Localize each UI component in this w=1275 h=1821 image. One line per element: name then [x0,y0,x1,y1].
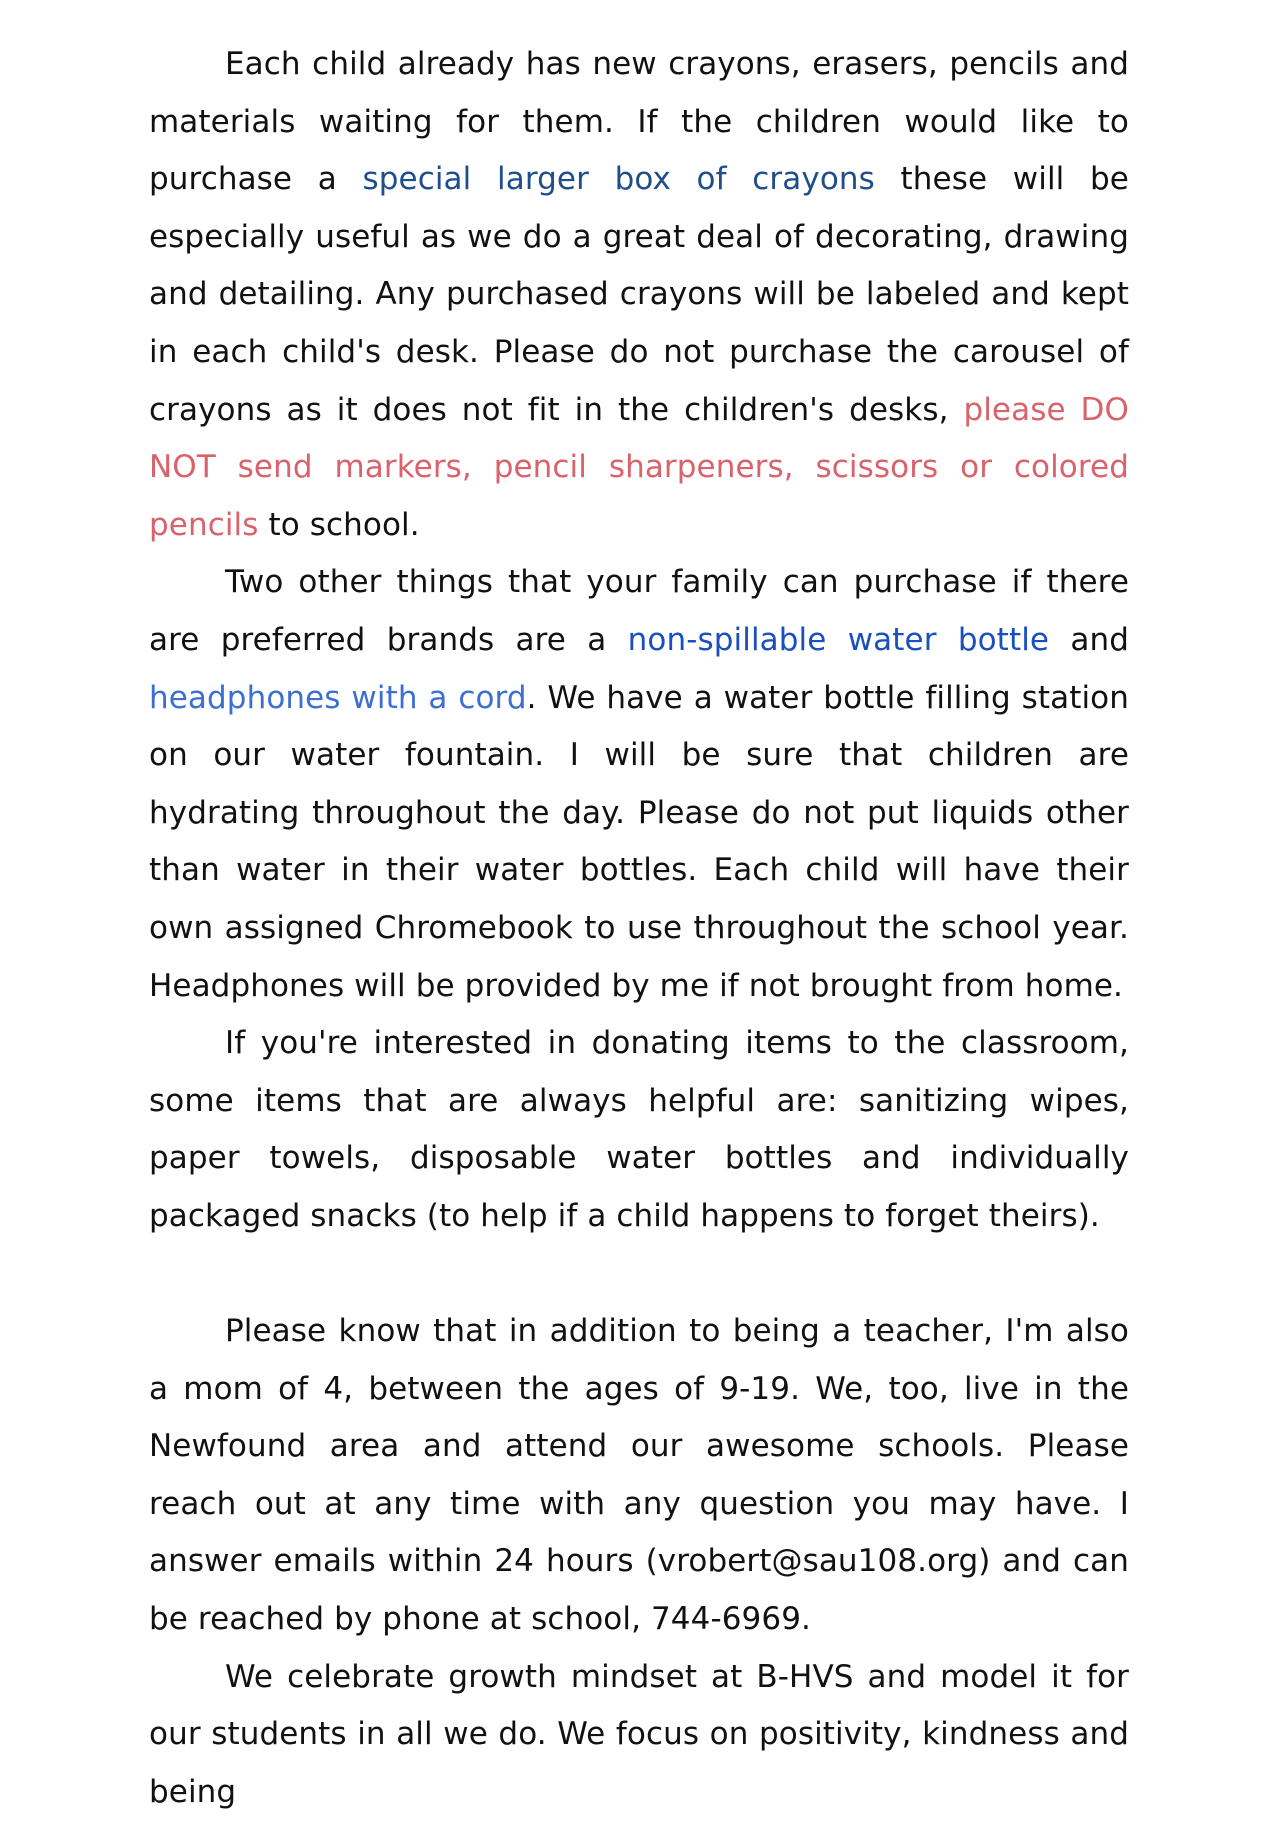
highlight-do-not-send: please DO NOT send markers, pencil sharpeners, scissors or colored pencils [149,391,1129,543]
paragraph-crayons [149,36,1129,554]
paragraph-water-bottle [149,554,1129,1015]
crayons-text-2: these will be especially useful as we do a great deal of decorating, drawing and detailing. Any purchased crayons will be labeled and kept in each child's desk. Please do not purchase the carousel of crayons as it does not fit in the children's desks, [149,161,1129,428]
paragraph-growth-mindset: We celebrate growth mindset at B-HVS and model it for our students in all we do. We focus on positivity, kindness and being [149,1658,1129,1810]
crayons-text-3: to school. [258,506,420,543]
letter-body [149,36,1129,1821]
highlight-special-crayons: special larger box of crayons [362,161,875,198]
water-text-1: Two other things that your family can purchase if there are preferred brands are a [149,564,1129,658]
water-text-2: and [1049,621,1130,658]
paragraph-about-me: Please know that in addition to being a teacher, I'm also a mom of 4, between the ages of 9-19. We, too, live in the Newfound area and attend our awesome schools. Please reach out at any time with any question you may have. I answer emails within 24 hours (vrobert@sau108.org) and can be reached by phone at school, 744-6969. [149,1313,1129,1638]
paragraph-donations: If you're interested in donating items to the classroom, some items that are always helpful are: sanitizing wipes, paper towels, disposable water bottles and individually packaged snacks (to help if a child happens to forget theirs). [149,1025,1129,1234]
water-text-3: . We have a water bottle filling station on our water fountain. I will be sure that children are hydrating throughout the day. Please do not put liquids other than water in their water bottles. Each child will have their own assigned Chromebook to use throughout the school year. Headphones will be provided by me if not brought from home. [149,679,1129,1004]
crayons-text-1: Each child already has new crayons, erasers, pencils and materials waiting for them. If the children would like to purchase a [149,46,1129,198]
highlight-headphones: headphones with a cord [149,679,527,716]
highlight-water-bottle: non-spillable water bottle [627,621,1050,658]
